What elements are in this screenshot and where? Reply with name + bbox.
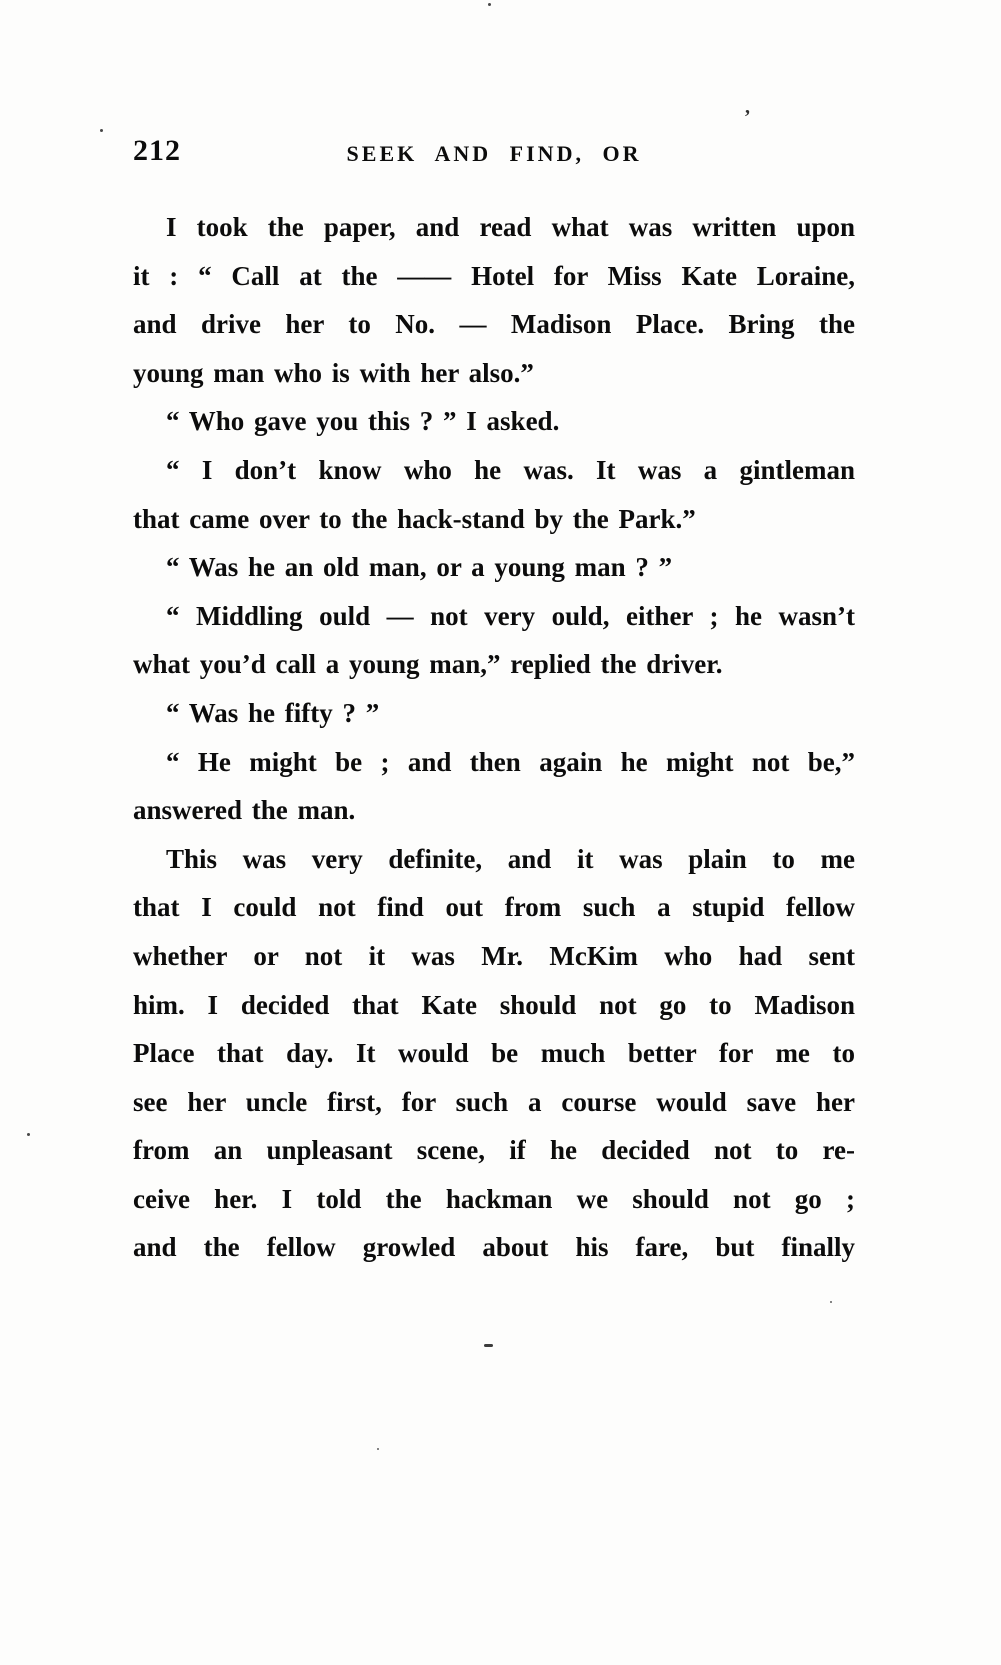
page-number: 212 bbox=[133, 134, 181, 167]
scan-speck bbox=[484, 1344, 493, 1347]
text-line: that I could not find out from such a stupid fellow bbox=[133, 892, 855, 923]
text-line: “ Who gave you this ? ” I asked. bbox=[166, 406, 560, 437]
scan-speck bbox=[377, 1448, 379, 1450]
text-line: him. I decided that Kate should not go to Madison bbox=[133, 989, 855, 1020]
text-line: “ I don’t know who he was. It was a gintleman bbox=[166, 454, 855, 485]
text-line: “ Was he an old man, or a young man ? ” bbox=[166, 552, 673, 583]
text-line: from an unpleasant scene, if he decided not to re- bbox=[133, 1135, 855, 1166]
scan-speck bbox=[100, 129, 103, 132]
scan-speck bbox=[27, 1133, 30, 1136]
text-line: see her uncle first, for such a course would save her bbox=[133, 1086, 855, 1117]
text-line: “ Was he fifty ? ” bbox=[166, 697, 380, 728]
text-line: ceive her. I told the hackman we should not go ; bbox=[133, 1183, 855, 1214]
text-line: it : “ Call at the —— Hotel for Miss Kate Loraine, bbox=[133, 260, 855, 291]
running-title: SEEK AND FIND, OR bbox=[346, 141, 642, 166]
text-line: whether or not it was Mr. McKim who had sent bbox=[133, 940, 855, 971]
text-line: “ Middling ould — not very ould, either ; he wasn’t bbox=[166, 600, 855, 631]
text-line: and drive her to No. — Madison Place. Bring the bbox=[133, 309, 855, 340]
text-line: young man who is with her also.” bbox=[133, 357, 534, 388]
text-line: answered the man. bbox=[133, 795, 356, 826]
text-line: I took the paper, and read what was written upon bbox=[166, 212, 855, 242]
scan-speck bbox=[830, 1301, 832, 1303]
text-line: This was very definite, and it was plain to me bbox=[166, 843, 855, 874]
text-line: “ He might be ; and then again he might not be,” bbox=[166, 746, 855, 777]
text-line: Place that day. It would be much better for me to bbox=[133, 1038, 855, 1069]
text-line: what you’d call a young man,” replied the driver. bbox=[133, 649, 723, 680]
text-line: and the fellow growled about his fare, but finally bbox=[133, 1232, 855, 1263]
text-line: that came over to the hack-stand by the Park.” bbox=[133, 503, 696, 534]
body-text bbox=[133, 203, 855, 1272]
page-header bbox=[133, 136, 855, 170]
scan-speck: ’ bbox=[744, 106, 751, 128]
scan-speck bbox=[488, 3, 491, 6]
